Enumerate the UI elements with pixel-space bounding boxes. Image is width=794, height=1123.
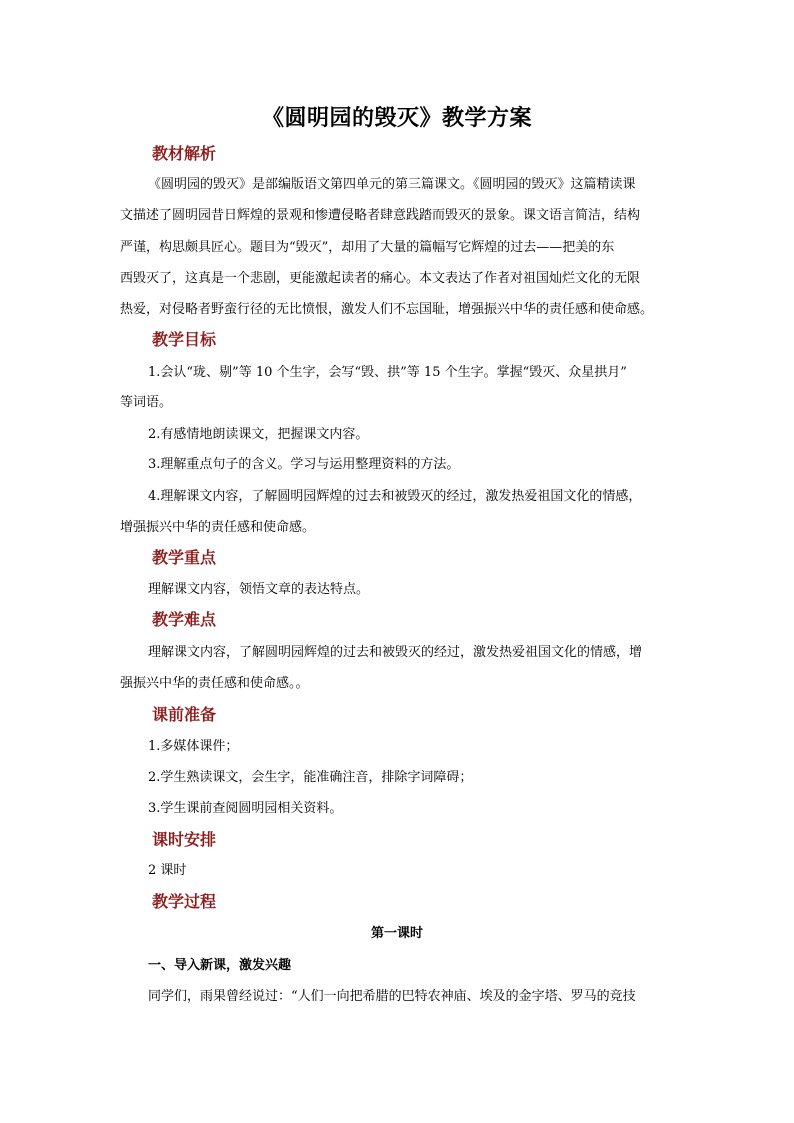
paragraph-line: 文描述了圆明园昔日辉煌的景观和惨遭侵略者肆意践踏而毁灭的景象。课文语言简洁，结构 [120, 208, 641, 223]
list-item-continuation: 增强振兴中华的责任感和使命感。 [120, 520, 316, 535]
list-item: 2.有感情地朗读课文，把握课文内容。 [148, 427, 369, 442]
list-item-continuation: 等词语。 [120, 395, 173, 410]
paragraph-line: 理解课文内容，了解圆明园辉煌的过去和被毁灭的经过，激发热爱祖国文化的情感，增 [148, 645, 643, 660]
list-item: 4.理解课文内容，了解圆明园辉煌的过去和被毁灭的经过，激发热爱祖国文化的情感， [148, 489, 642, 504]
section-heading-keypoints: 教学重点 [152, 548, 217, 567]
paragraph-line: 2 课时 [148, 863, 187, 878]
section-heading-goals: 教学目标 [152, 330, 217, 349]
paragraph-line: 热爱，对侵略者野蛮行径的无比愤恨，激发人们不忘国耻，增强振兴中华的责任感和使命感。 [120, 302, 654, 317]
list-item: 1.会认“珑、剔”等 10 个生字，会写“毁、拱”等 15 个生字。掌握“毁灭、众星拱月” [148, 365, 627, 380]
step-title: 一、导入新课，激发兴趣 [148, 958, 292, 973]
paragraph-line: 严谨，构思颇具匠心。题目为“毁灭”，却用了大量的篇幅写它辉煌的过去——把美的东 [120, 240, 615, 255]
list-item: 3.理解重点句子的含义。学习与运用整理资料的方法。 [148, 457, 460, 472]
paragraph-line: 同学们，雨果曾经说过：“人们一向把希腊的巴特农神庙、埃及的金字塔、罗马的竞技 [148, 989, 636, 1004]
paragraph-line: 《圆明园的毁灭》是部编版语文第四单元的第三篇课文。《圆明园的毁灭》这篇精读课 [148, 177, 636, 192]
section-heading-process: 教学过程 [152, 892, 217, 911]
list-item: 2.学生熟读课文，会生字，能准确注音，排除字词障碍； [148, 770, 473, 785]
list-item: 3.学生课前查阅圆明园相关资料。 [148, 801, 343, 816]
lesson-title: 第一课时 [370, 926, 423, 941]
document-title: 《圆明园的毁灭》教学方案 [261, 105, 532, 131]
list-item: 1.多媒体课件； [148, 739, 239, 754]
section-heading-preparation: 课前准备 [152, 705, 217, 724]
paragraph-line: 理解课文内容，领悟文章的表达特点。 [148, 582, 370, 597]
paragraph-line: 西毁灭了，这真是一个悲剧，更能激起读者的痛心。本文表达了作者对祖国灿烂文化的无限 [120, 271, 641, 286]
section-heading-difficulties: 教学难点 [152, 610, 217, 629]
section-heading-analysis: 教材解析 [152, 144, 217, 163]
paragraph-line: 强振兴中华的责任感和使命感。。 [120, 676, 309, 691]
section-heading-schedule: 课时安排 [152, 830, 217, 849]
